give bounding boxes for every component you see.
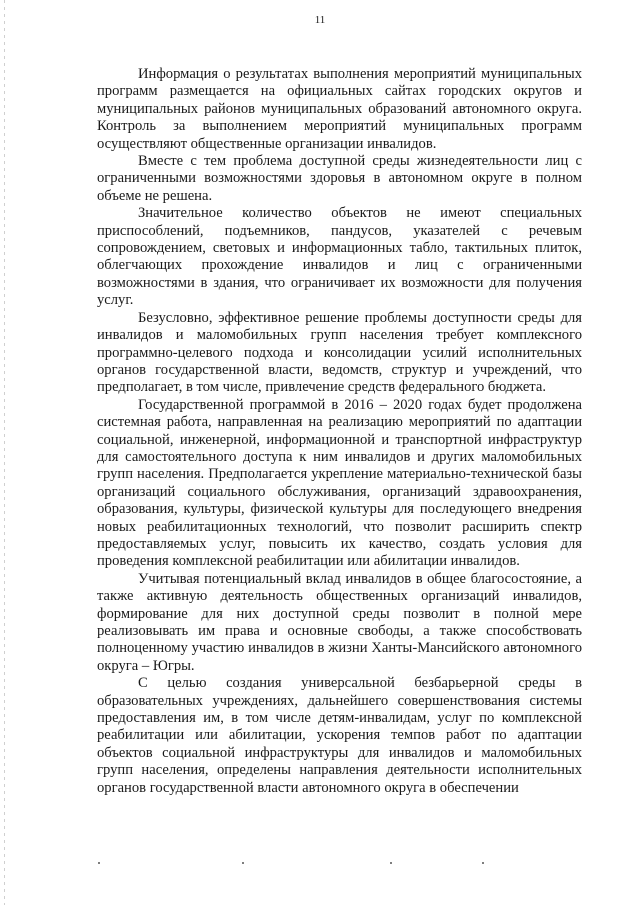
scan-speck bbox=[98, 862, 100, 864]
scan-speck bbox=[482, 862, 484, 864]
paragraph-6: Учитывая потенциальный вклад инвалидов в общее благосостояние, а также активную деятельность общественных организаций инвалидов, формирование для них доступной среды позволит в полной мере реализовывать им права и основные свободы, а также способствовать полноценному участию инвалидов в жизни Ханты-Мансийского автономного округа – Югры. bbox=[97, 570, 582, 674]
paragraph-4: Безусловно, эффективное решение проблемы доступности среды для инвалидов и маломобильных групп населения требует комплексного программно-целевого подхода и консолидации усилий исполнительных органов государственной власти, ведомств, структур и учреждений, что предполагает, в том числе, привлечение средств федерального бюджета. bbox=[97, 309, 582, 396]
paragraph-1: Информация о результатах выполнения мероприятий муниципальных программ размещается на официальных сайтах городских округов и муниципальных районов муниципальных образований автономного округа. Контроль за выполнением мероприятий муниципальных программ осуществляют общественные организации инвалидов. bbox=[97, 66, 582, 152]
document-body bbox=[97, 66, 582, 797]
paragraph-3: Значительное количество объектов не имеют специальных приспособлений, подъемников, пандусов, указателей с речевым сопровождением, световых и информационных табло, тактильных плиток, облегчающих прохождение инвалидов и лиц с ограниченными возможностями в здания, что ограничивает их возможности для получения услуг. bbox=[97, 205, 582, 309]
scan-edge bbox=[4, 0, 5, 905]
page-number: 11 bbox=[314, 14, 326, 26]
paragraph-2: Вместе с тем проблема доступной среды жизнедеятельности лиц с ограниченными возможностями здоровья в автономном округе в полном объеме не решена. bbox=[97, 153, 582, 204]
paragraph-7: С целью создания универсальной безбарьерной среды в образовательных учреждениях, дальнейшего совершенствования системы предоставления им, в том числе детям-инвалидам, услуг по комплексной реабилитации или абилитации, ускорения темпов работ по адаптации объектов социальной инфраструктуры для инвалидов и маломобильных групп населения, определены направления деятельности исполнительных органов государственной власти автономного округа в обеспечении bbox=[97, 675, 582, 796]
scan-speck bbox=[390, 862, 392, 864]
scan-marks bbox=[90, 862, 590, 866]
paragraph-5: Государственной программой в 2016 – 2020 годах будет продолжена системная работа, направленная на реализацию мероприятий по адаптации социальной, инженерной, информационной и транспортной инфраструктур для самостоятельного доступа к ним инвалидов и других маломобильных групп населения. Предполагается укрепление материально-технической базы организаций социального обслуживания, организаций здравоохранения, образования, культуры, физической культуры для последующего внедрения новых реабилитационных технологий, что позволит расширить спектр предоставляемых услуг, повысить их качество, создать условия для проведения комплексной реабилитации или абилитации инвалидов. bbox=[97, 396, 582, 570]
scan-speck bbox=[242, 862, 244, 864]
